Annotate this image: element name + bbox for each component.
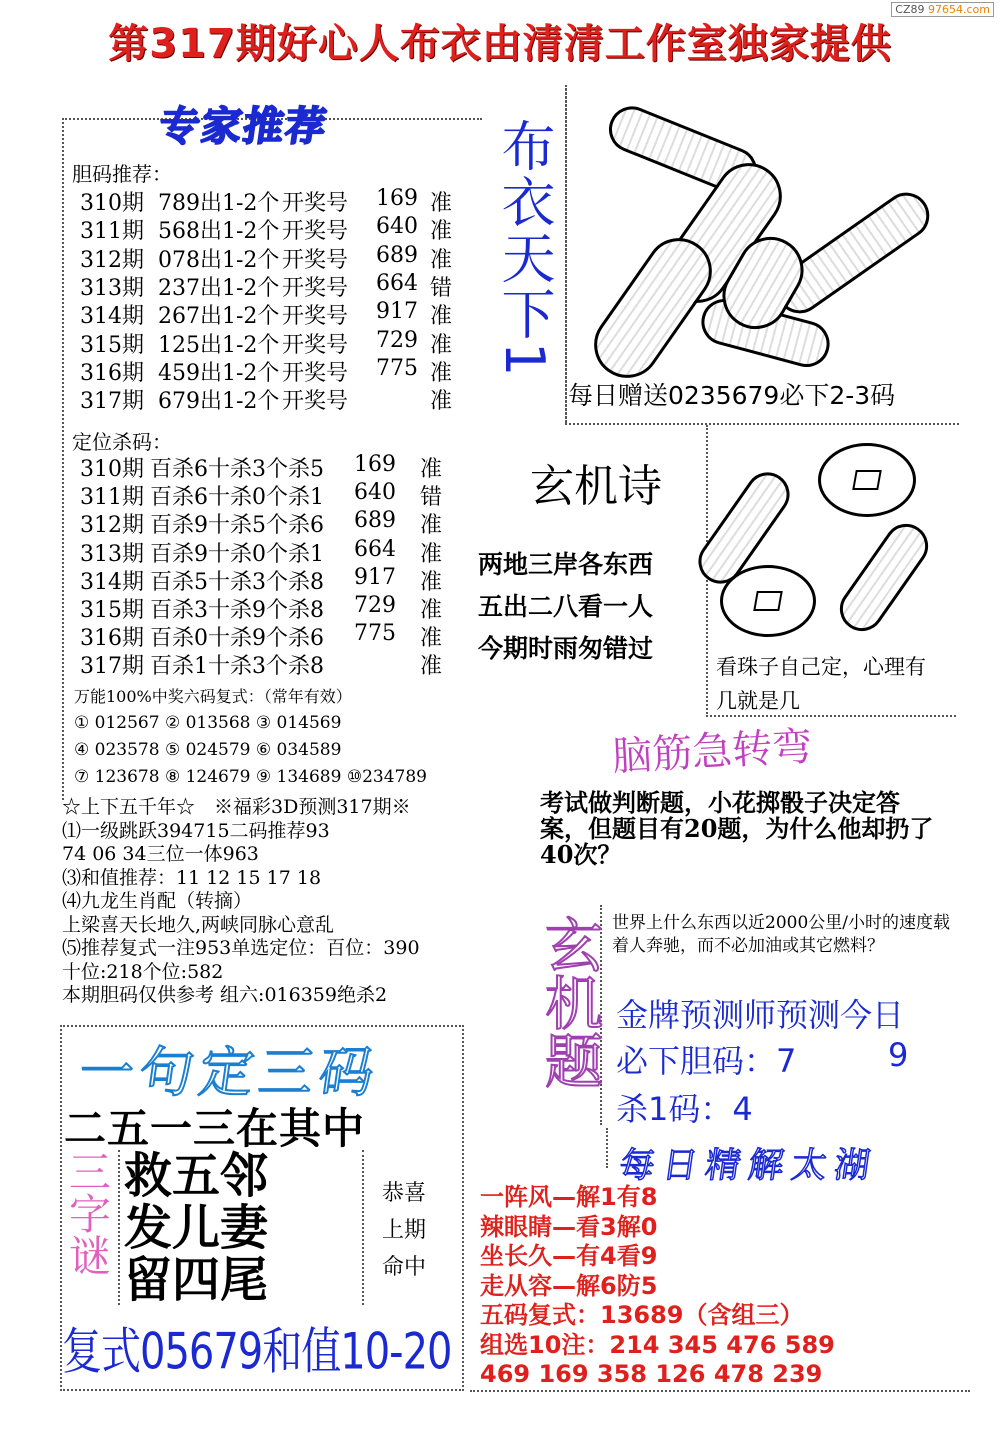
- cell-pick: 百杀1十杀3个杀8: [150, 654, 324, 680]
- pills-frame: [565, 85, 959, 425]
- sanzi-label: 三字谜: [63, 1150, 112, 1276]
- six-code-line: ④ 023578 ⑤ 024579 ⑥ 034589: [74, 740, 342, 760]
- coins-illustration: [712, 425, 952, 640]
- pill-shape: [831, 515, 936, 639]
- riddle-line: 留四尾: [124, 1252, 269, 1308]
- coin-shape: [818, 443, 916, 517]
- six-code-line: ① 012567 ② 013568 ③ 014569: [74, 713, 342, 733]
- site-watermark: [891, 2, 994, 17]
- cell-num: 729: [354, 593, 396, 618]
- cell-res: 准: [420, 569, 443, 595]
- brain-heading: 脑筋急转弯: [611, 723, 814, 781]
- cell-res: 准: [420, 654, 443, 680]
- history-line: ⑶和值推荐：11 12 15 17 18: [62, 866, 322, 889]
- cell-issue: 311期: [80, 219, 144, 245]
- poem-lines: [478, 544, 653, 670]
- congrats-line: 命中: [382, 1255, 427, 1280]
- cell-pick: 267出1-2个: [158, 304, 280, 330]
- cell-res: 准: [420, 457, 443, 482]
- expert-heading: 专家推荐: [156, 104, 331, 150]
- cell-num: 917: [354, 564, 396, 590]
- cell-issue: 315期: [80, 598, 144, 623]
- cell-label: 开奖号: [282, 219, 349, 245]
- cell-issue: 317期: [80, 654, 144, 680]
- history-line: ⑸推荐复式一注953单选定位：百位：390: [62, 937, 420, 959]
- must-dan: [616, 1036, 796, 1082]
- cell-res: 准: [430, 219, 453, 245]
- cell-num: 640: [376, 214, 418, 240]
- yiju-heading: 一句定三码: [75, 1041, 384, 1104]
- cell-num: 169: [376, 186, 418, 211]
- cell-label: 开奖号: [282, 360, 349, 386]
- taihu-heading: 每日精解太湖: [616, 1146, 881, 1186]
- cell-pick: 568出1-2个: [158, 219, 280, 245]
- cell-res: 准: [430, 304, 453, 330]
- history-line: ⑴一级跳跃394715二码推荐93: [62, 819, 330, 842]
- cell-res: 准: [430, 389, 453, 415]
- taihu-line: 辣眼睛—看3解0: [480, 1212, 658, 1241]
- dan-title: 胆码推荐：: [72, 162, 172, 186]
- cell-pick: 789出1-2个: [158, 191, 280, 216]
- cell-issue: 311期: [80, 485, 144, 511]
- cell-res: 准: [420, 541, 443, 567]
- cell-pick: 百杀3十杀9个杀8: [150, 598, 324, 623]
- buyi-vertical-title: 布衣天下1: [493, 118, 556, 379]
- taihu-line: 五码复式：13689（含组三）: [480, 1301, 804, 1329]
- history-line: 上梁喜天长地久,两峡同脉心意乱: [62, 913, 335, 936]
- cell-res: 准: [430, 360, 453, 386]
- cell-label: 开奖号: [282, 275, 349, 301]
- page-title: 第317期好心人布衣由清清工作室独家提供: [108, 21, 892, 67]
- history-line: 十位:218个位:582: [62, 960, 224, 983]
- cell-num: 775: [376, 355, 418, 381]
- taihu-line: 469 169 358 126 478 239: [480, 1360, 823, 1388]
- taihu-line: 走从容—解6防5: [480, 1271, 658, 1300]
- cell-issue: 310期: [80, 191, 144, 216]
- cell-label: 开奖号: [282, 191, 349, 216]
- cell-issue: 313期: [80, 275, 144, 301]
- cell-issue: 312期: [80, 247, 144, 273]
- kill-one: 杀1码：4: [616, 1090, 753, 1128]
- cell-num: 640: [354, 480, 396, 506]
- cell-res: 准: [430, 247, 453, 273]
- poem-heading: 玄机诗: [530, 461, 662, 512]
- six-title: 万能100%中奖六码复式：（常年有效）: [74, 687, 352, 706]
- taihu-line: 坐长久—有4看9: [480, 1242, 658, 1270]
- brain-question: 考试做判断题，小花掷骰子决定答案，但题目有20题，为什么他却扔了40次？: [540, 788, 934, 869]
- cell-pick: 078出1-2个: [158, 247, 280, 273]
- cell-issue: 314期: [80, 304, 144, 330]
- congrats-line: 上期: [382, 1218, 427, 1243]
- cell-issue: 317期: [80, 389, 144, 415]
- must-dan-b: 9: [888, 1036, 909, 1074]
- cell-pick: 679出1-2个: [158, 389, 280, 415]
- cell-label: 开奖号: [282, 332, 349, 358]
- poem-note: 看珠子自己定，心理有几就是几: [716, 655, 926, 713]
- cell-label: 开奖号: [282, 304, 349, 330]
- cell-num: 169: [354, 452, 396, 477]
- cell-label: 开奖号: [282, 389, 349, 415]
- cell-issue: 314期: [80, 569, 144, 595]
- bottom-divider: [470, 1390, 970, 1392]
- six-code-list: [74, 710, 427, 791]
- must-dan-label: 必下胆码：: [616, 1042, 777, 1080]
- cell-num: 664: [354, 536, 396, 562]
- cell-pick: 237出1-2个: [158, 275, 280, 301]
- six-code-line: ⑦ 123678 ⑧ 124679 ⑨ 134689 ⑩234789: [74, 767, 427, 787]
- cell-issue: 315期: [80, 332, 144, 358]
- cell-res: 准: [420, 513, 443, 539]
- history-line: ⑷九龙生肖配（转摘）: [62, 890, 253, 912]
- yiju-phrase: 二五一三在其中: [64, 1104, 366, 1153]
- watermark-site: 97654.com: [928, 3, 990, 16]
- cell-num: 689: [354, 508, 396, 534]
- poem-line: 两地三岸各东西: [478, 550, 654, 579]
- must-dan-a: 7: [776, 1042, 797, 1080]
- cell-num: 729: [376, 327, 418, 353]
- cell-num: 664: [376, 270, 418, 296]
- xuanji-vertical-title: 玄机题: [535, 915, 603, 1089]
- xuanji-question: 世界上什么东西以近2000公里/小时的速度载着人奔驰，而不必加油或其它燃料？: [612, 913, 950, 956]
- cell-pick: 百杀0十杀9个杀6: [150, 626, 324, 652]
- cell-issue: 312期: [80, 513, 144, 539]
- cell-pick: 百杀6十杀0个杀1: [150, 485, 324, 511]
- history-line: ☆上下五千年☆ ※福彩3D预测317期※: [62, 796, 411, 818]
- congrats-note: [382, 1175, 426, 1286]
- riddle-list: [124, 1150, 268, 1306]
- cell-res: 准: [430, 191, 453, 216]
- history-prediction: [62, 796, 420, 1008]
- cell-pick: 125出1-2个: [158, 332, 280, 358]
- kill-title: 定位杀码：: [72, 430, 172, 454]
- cell-res: 错: [430, 275, 453, 301]
- history-line: 本期胆码仅供参考 组六:016359绝杀2: [62, 984, 388, 1006]
- cell-pick: 百杀9十杀0个杀1: [150, 541, 324, 567]
- cell-res: 准: [420, 598, 443, 623]
- coin-shape: [720, 565, 816, 637]
- cell-issue: 313期: [80, 541, 144, 567]
- history-line: 74 06 34三位一体963: [62, 843, 259, 865]
- cell-pick: 百杀6十杀3个杀5: [150, 457, 324, 482]
- cell-res: 准: [430, 332, 453, 358]
- cell-num: 775: [354, 621, 396, 647]
- taihu-line: 一阵风—解1有8: [480, 1183, 658, 1211]
- daily-gift-text: 每日赠送0235679必下2-3码: [568, 381, 896, 410]
- gold-predictor: 金牌预测师预测今日: [616, 996, 905, 1034]
- poem-line: 五出二八看一人: [478, 592, 654, 621]
- congrats-line: 恭喜: [382, 1181, 427, 1206]
- cell-pick: 459出1-2个: [158, 360, 280, 386]
- cell-label: 开奖号: [282, 247, 349, 273]
- cell-issue: 310期: [80, 457, 144, 482]
- watermark-prefix: CZ89: [895, 3, 925, 16]
- poem-line: 今期时雨匆错过: [478, 634, 654, 663]
- taihu-lines: [480, 1183, 835, 1390]
- taihu-line: 组选10注：214 345 476 589: [480, 1330, 835, 1359]
- cell-issue: 316期: [80, 360, 144, 386]
- cell-res: 错: [420, 485, 443, 511]
- cell-res: 准: [420, 626, 443, 652]
- riddle-line: 救五邻: [124, 1148, 269, 1204]
- cell-pick: 百杀9十杀5个杀6: [150, 513, 324, 539]
- cell-num: 689: [376, 242, 418, 268]
- riddle-line: 发儿妻: [124, 1200, 269, 1256]
- cell-num: 917: [376, 299, 418, 325]
- cell-pick: 百杀5十杀3个杀8: [150, 569, 324, 595]
- fushi-sum: 复式05679和值10-20: [62, 1323, 452, 1381]
- cell-issue: 316期: [80, 626, 144, 652]
